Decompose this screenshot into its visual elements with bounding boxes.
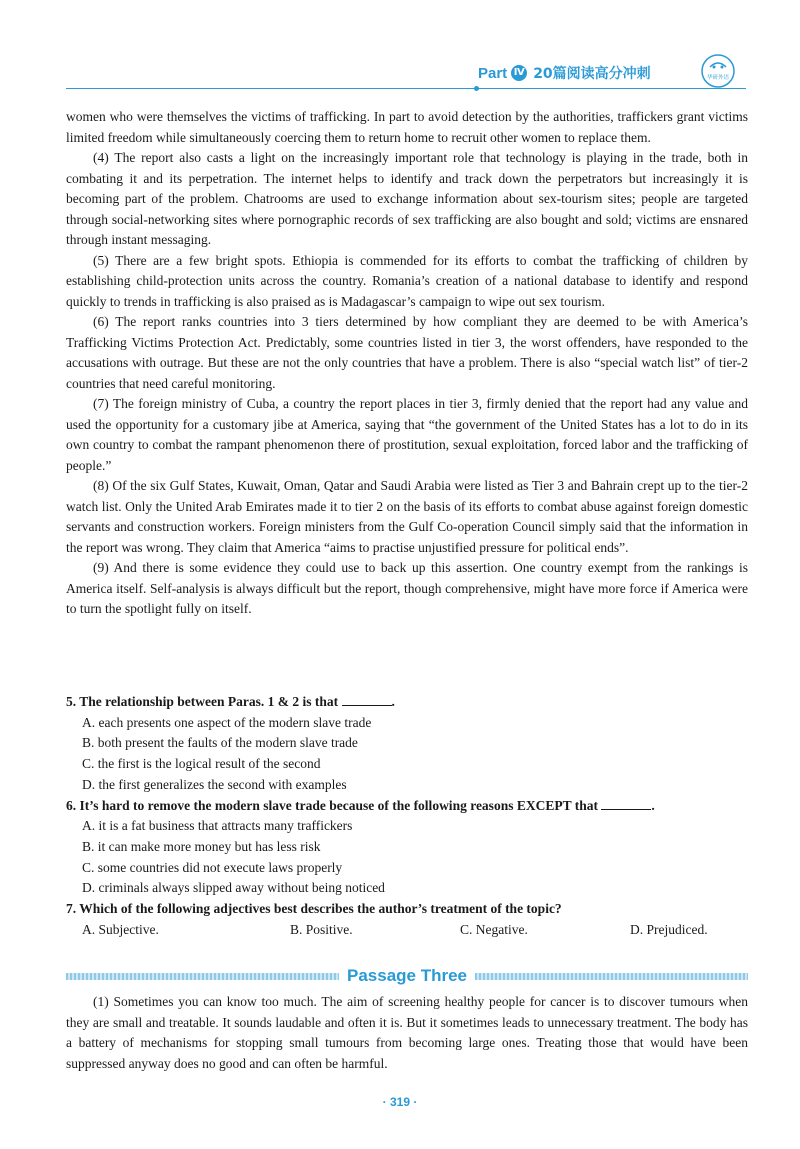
- paragraph-7: (7) The foreign ministry of Cuba, a country the report places in tier 3, firmly denied that the report had any value and used the opportunity for a customary jibe at America, saying that “the government of the United States has a lot to do in its own country to combat the rampant phenomenon there of prostitution, sexual exploitation, forced labor and the trafficking of people.”: [66, 396, 748, 473]
- question-6-stem: 6. It’s hard to remove the modern slave trade because of the following reasons EXCEPT that: [66, 797, 598, 813]
- paragraph-9: (9) And there is some evidence they could use to back up this assertion. One country exempt from the rankings is America itself. Self-analysis is always difficult but the report, though comprehensive, might have more force if America were to turn the spotlight fully on itself.: [66, 560, 748, 616]
- question-5-stem: 5. The relationship between Paras. 1 & 2 is that: [66, 694, 339, 709]
- running-header: [478, 58, 651, 88]
- question-7-stem: 7. Which of the following adjectives best describes the author’s treatment of the topic?: [66, 901, 562, 917]
- passage-three-paragraph-1: (1) Sometimes you can know too much. The aim of screening healthy people for cancer is to discover tumours when they are small and treatable. It sounds laudable and often it is. But it sometimes leads to unnecessary treatment. The body has a battery of mechanisms for stopping small tumours from becoming large ones. Treating those that would have been suppressed anyway does no good and can often be harmful.: [66, 994, 748, 1071]
- header-rule: [66, 88, 746, 89]
- passage-body: [66, 107, 748, 620]
- question-7-option-d: D. Prejudiced.: [630, 921, 708, 937]
- paragraph-8: (8) Of the six Gulf States, Kuwait, Oman, Qatar and Saudi Arabia were listed as Tier 3 and Bahrain crept up to the tier-2 watch list. Only the United Arab Emirates made it to tier 2 on the basis of its efforts to combat abuse against foreign domestic servants and construction workers. Foreign ministers from the Gulf Co-operation Council simply said that the information in the report was wrong. They claim that America “aims to practise unjustified pressure for political ends”.: [66, 478, 748, 555]
- question-6-option-b: B. it can make more money but has less risk: [82, 838, 321, 854]
- question-7-options: [82, 920, 748, 941]
- question-5-option-c: C. the first is the logical result of the second: [82, 756, 321, 772]
- section-heading-band: [66, 965, 748, 987]
- header-rule-dot: [474, 86, 479, 91]
- paragraph-5: (5) There are a few bright spots. Ethiopia is commended for its efforts to combat the trafficking of children by establishing child-protection units across the country. Romania’s creation of a national database to identify and respond quickly to trends in trafficking is also praised as is Madagascar’s campaign to wipe out sex tourism.: [66, 252, 748, 309]
- question-6-option-d: D. criminals always slipped away without being noticed: [82, 880, 385, 896]
- part-number-badge: Ⅳ: [511, 65, 527, 81]
- header-title: 20篇阅读高分冲刺: [533, 66, 651, 82]
- band-right-decoration: [475, 973, 748, 980]
- answer-blank: [601, 797, 651, 810]
- answer-blank: [342, 693, 392, 706]
- questions: [66, 692, 748, 940]
- paragraph-6: (6) The report ranks countries into 3 tiers determined by how compliant they are deemed to be with America’s Trafficking Victims Protection Act. Predictably, some countries listed in tier 3, the worst offenders, have responded to the accusations with outrage. But these are not the only countries that have a problem. There is also “special watch list” of tier-2 countries that need careful monitoring.: [66, 314, 748, 391]
- logo-text: 华研外语: [706, 75, 730, 81]
- question-5-end: .: [391, 694, 395, 709]
- section-title: Passage Three: [347, 966, 468, 985]
- paragraph-4: (4) The report also casts a light on the increasingly important role that technology is playing in the trade, both in combating it and its perpetration. The internet helps to identify and track down the perpetrators but increasingly it is becoming part of the problem. Chatrooms are used to exchange information about sex-tourism sites; people are targeted through social-networking sites where pornographic records of sex trafficking are also bought and sold; victims are ensnared through instant messaging.: [66, 150, 748, 247]
- question-5: [66, 692, 748, 713]
- question-6-option-a: A. it is a fat business that attracts many traffickers: [82, 818, 353, 834]
- passage-three-body: [66, 992, 748, 1074]
- publisher-logo-icon: [700, 53, 736, 89]
- question-6-option-c: C. some countries did not execute laws properly: [82, 859, 343, 875]
- question-7-option-b: B. Positive.: [290, 921, 353, 937]
- question-6-end: .: [651, 797, 655, 813]
- page-number: · 319 ·: [382, 1095, 418, 1109]
- part-label: Part: [478, 64, 508, 82]
- question-6: [66, 796, 748, 817]
- question-5-option-d: D. the first generalizes the second with examples: [82, 776, 347, 792]
- question-7-option-a: A. Subjective.: [82, 921, 159, 937]
- question-5-option-b: B. both present the faults of the modern slave trade: [82, 735, 358, 751]
- question-5-option-a: A. each presents one aspect of the modern slave trade: [82, 714, 372, 730]
- band-left-decoration: [66, 973, 339, 980]
- question-7-option-c: C. Negative.: [460, 921, 528, 937]
- paragraph-continuation: women who were themselves the victims of trafficking. In part to avoid detection by the authorities, traffickers grant victims limited freedom while simultaneously coercing them to return home to recruit other women to replace them.: [66, 109, 748, 145]
